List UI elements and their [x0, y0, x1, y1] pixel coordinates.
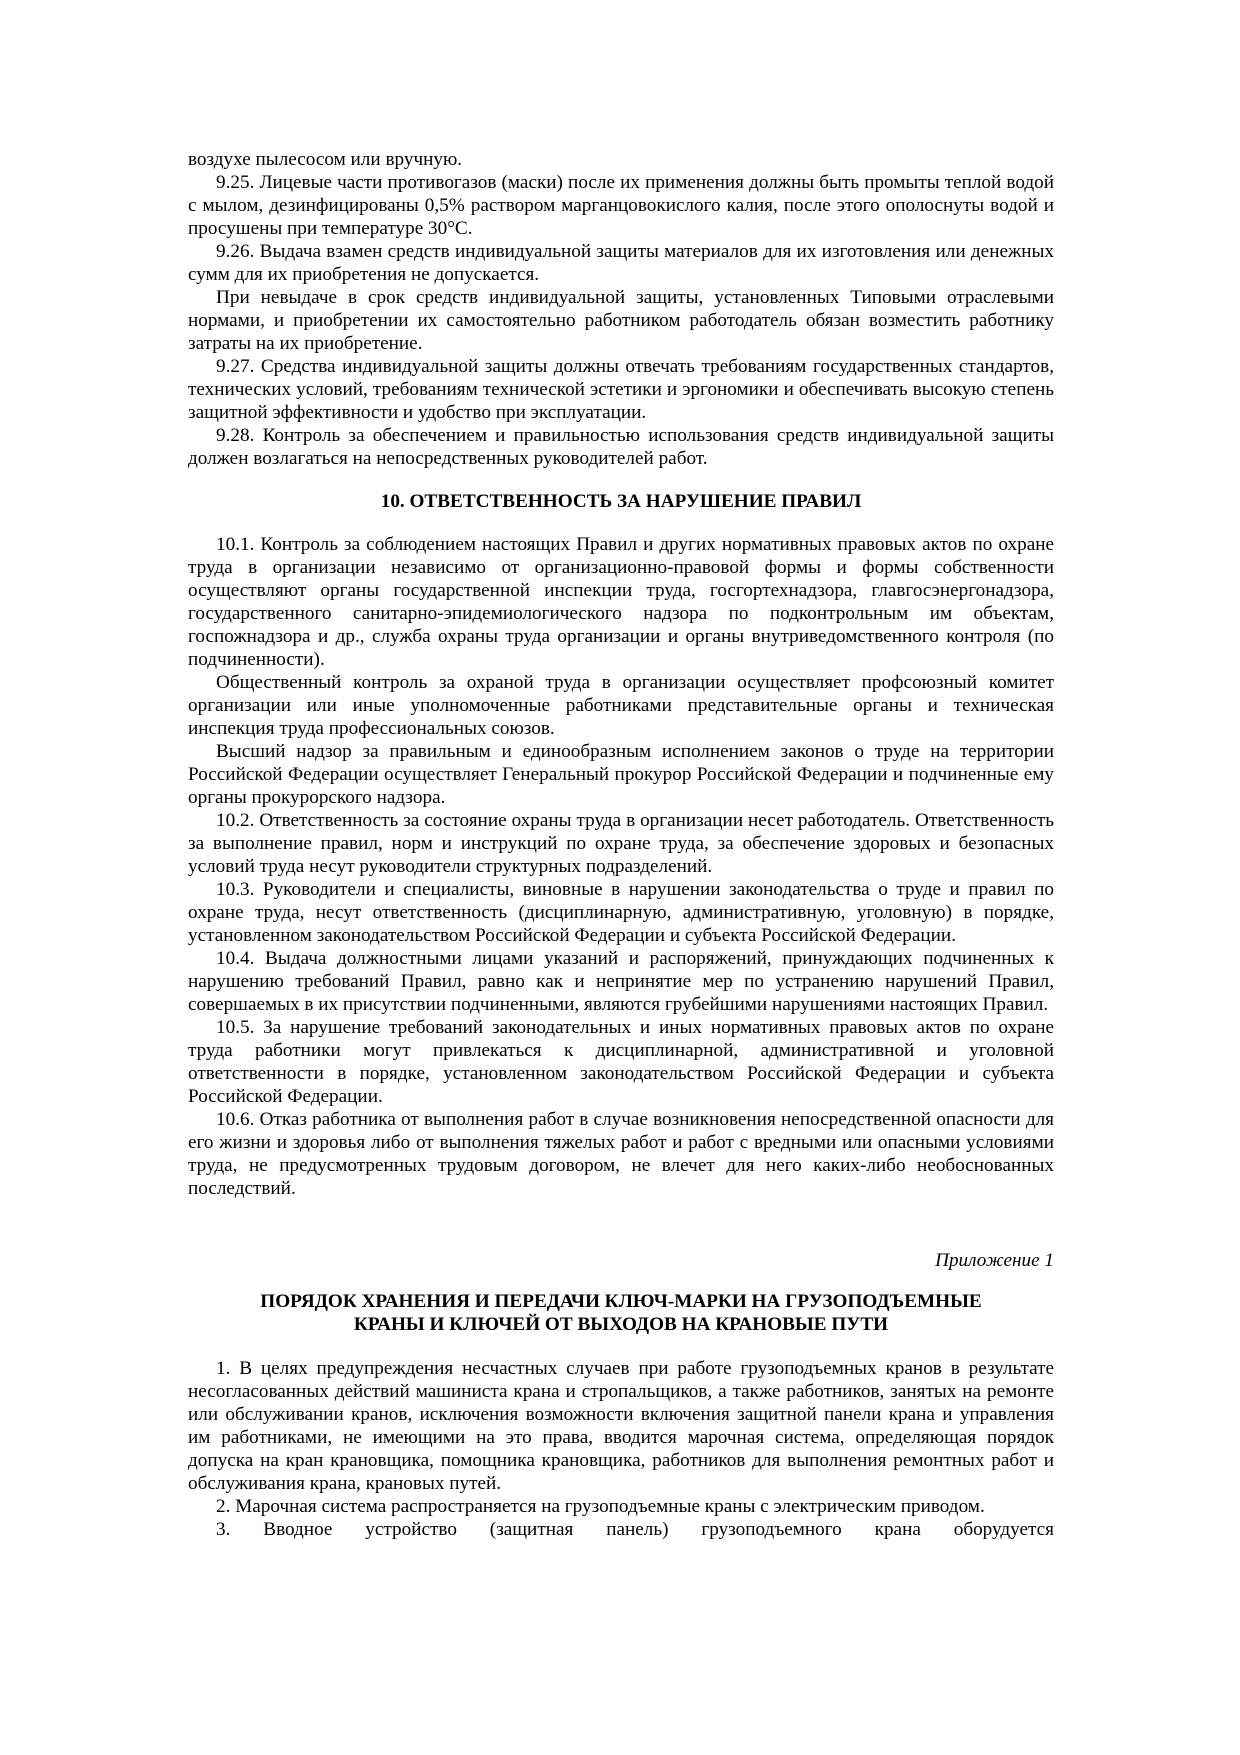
document-page [188, 148, 1054, 1541]
paragraph-10-1-public-control: Общественный контроль за охраной труда в организации осуществляет профсоюзный комитет организации или иные уполномоченные работниками представительные органы и техническая инспекция труда профессиональных союзов. [188, 672, 1054, 739]
paragraph-9-25: 9.25. Лицевые части противогазов (маски) после их применения должны быть промыты теплой водой с мылом, дезинфицированы 0,5% раствором марганцовокислого калия, после этого ополоснуты водой и просушены при температуре 30°С. [188, 172, 1054, 239]
paragraph-10-1: 10.1. Контроль за соблюдением настоящих Правил и других нормативных правовых актов по охране труда в организации независимо от организационно-правовой формы и формы собственности осуществляют органы государственной инспекции труда, госгортехнадзора, главгосэнергонадзора, государственного санитарно-эпидемиологического надзора по подконтрольным им объектам, госпожнадзора и др., служба охраны труда организации и органы внутриведомственного контроля (по подчиненности). [188, 534, 1054, 670]
paragraph-9-continuation: воздухе пылесосом или вручную. [188, 149, 463, 170]
appendix-title-line-2: КРАНЫ И КЛЮЧЕЙ ОТ ВЫХОДОВ НА КРАНОВЫЕ ПУТИ [353, 1314, 889, 1335]
paragraph-10-4: 10.4. Выдача должностными лицами указаний и распоряжений, принуждающих подчиненных к нарушению требований Правил, равно как и непринятие мер по устранению нарушений Правил, совершаемых в их присутствии подчиненными, являются грубейшими нарушениями настоящих Правил. [188, 948, 1054, 1015]
appendix-paragraph-1: 1. В целях предупреждения несчастных случаев при работе грузоподъемных кранов в результате несогласованных действий машиниста крана и стропальщиков, а также работников, занятых на ремонте или обслуживании кранов, исключения возможности включения защитной панели крана и управления им работниками, не имеющими на это права, вводится марочная система, определяющая порядок допуска на кран крановщика, помощника крановщика, работников для выполнения ремонтных работ и обслуживания крана, крановых путей. [188, 1358, 1054, 1494]
paragraph-9-27: 9.27. Средства индивидуальной защиты должны отвечать требованиям государственных стандартов, технических условий, требованиям технической эстетики и эргономики и обеспечивать высокую степень защитной эффективности и удобство при эксплуатации. [188, 356, 1054, 423]
appendix-label: Приложение 1 [935, 1250, 1054, 1271]
paragraph-10-2: 10.2. Ответственность за состояние охраны труда в организации несет работодатель. Ответственность за выполнение правил, норм и инструкций по охране труда, за обеспечение здоровых и безопасных условий труда несут руководители структурных подразделений. [188, 810, 1054, 877]
appendix-title-line-1: ПОРЯДОК ХРАНЕНИЯ И ПЕРЕДАЧИ КЛЮЧ-МАРКИ НА ГРУЗОПОДЪЕМНЫЕ [260, 1291, 982, 1312]
paragraph-10-3: 10.3. Руководители и специалисты, виновные в нарушении законодательства о труде и правил по охране труда, несут ответственность (дисциплинарную, административную, уголовную) в порядке, установленном законодательством Российской Федерации и субъекта Российской Федерации. [188, 879, 1054, 946]
appendix-paragraph-2: 2. Марочная система распространяется на грузоподъемные краны с электрическим приводом. [216, 1496, 985, 1517]
paragraph-10-1-supervision: Высший надзор за правильным и единообразным исполнением законов о труде на территории Российской Федерации осуществляет Генеральный прокурор Российской Федерации и подчиненные ему органы прокурорского надзора. [188, 741, 1054, 808]
paragraph-10-5: 10.5. За нарушение требований законодательных и иных нормативных правовых актов по охране труда работники могут привлекаться к дисциплинарной, административной и уголовной ответственности в порядке, установленном законодательством Российской Федерации и субъекта Российской Федерации. [188, 1017, 1054, 1107]
section-10-heading: 10. ОТВЕТСТВЕННОСТЬ ЗА НАРУШЕНИЕ ПРАВИЛ [380, 491, 862, 512]
paragraph-9-26: 9.26. Выдача взамен средств индивидуальной защиты материалов для их изготовления или денежных сумм для их приобретения не допускается. [188, 241, 1054, 285]
appendix-paragraph-3: 3. Вводное устройство (защитная панель) грузоподъемного крана оборудуется [216, 1519, 1054, 1540]
paragraph-9-26-compensation: При невыдаче в срок средств индивидуальной защиты, установленных Типовыми отраслевыми нормами, и приобретении их самостоятельно работником работодатель обязан возместить работнику затраты на их приобретение. [188, 287, 1054, 354]
paragraph-10-6: 10.6. Отказ работника от выполнения работ в случае возникновения непосредственной опасности для его жизни и здоровья либо от выполнения тяжелых работ и работ с вредными или опасными условиями труда, не предусмотренных трудовым договором, не влечет для него каких-либо необоснованных последствий. [188, 1109, 1054, 1199]
paragraph-9-28: 9.28. Контроль за обеспечением и правильностью использования средств индивидуальной защиты должен возлагаться на непосредственных руководителей работ. [188, 425, 1054, 469]
